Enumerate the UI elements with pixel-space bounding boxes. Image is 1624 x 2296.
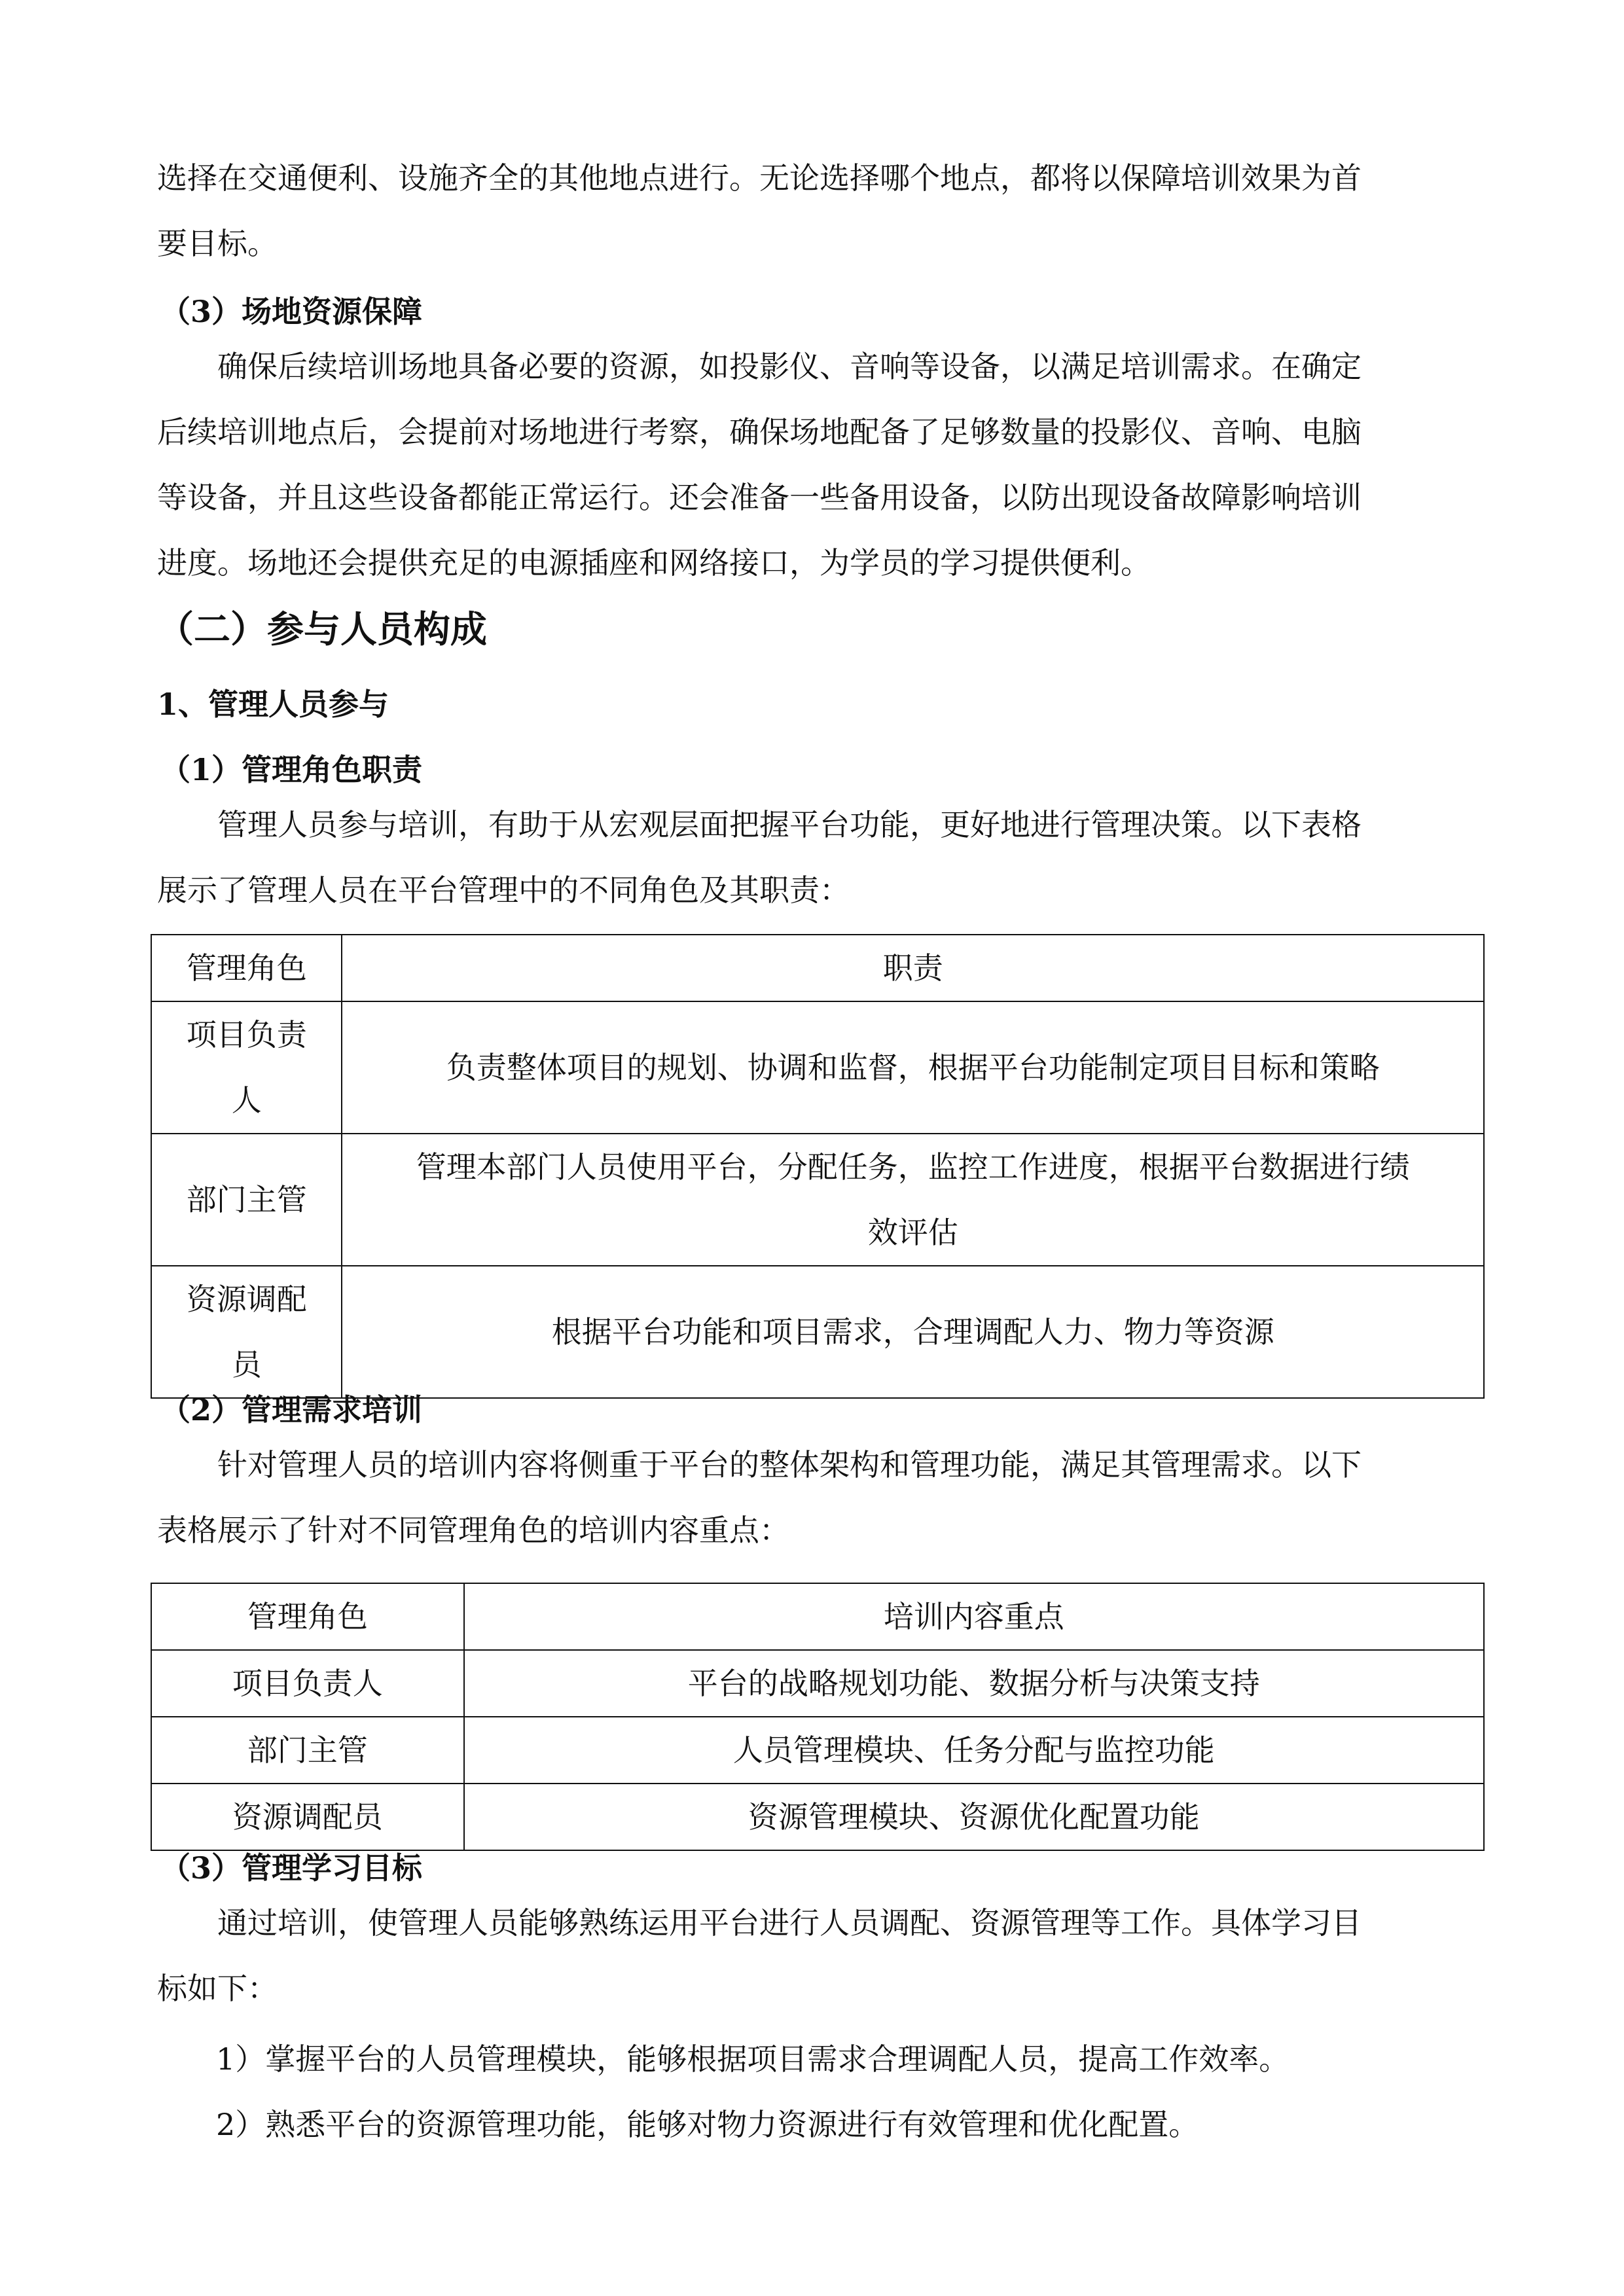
focus-cell: 资源管理模块、资源优化配置功能: [464, 1784, 1484, 1850]
table-row: [151, 1650, 1484, 1717]
cell-line: 项目负责: [186, 1017, 307, 1052]
subsection-heading: 1、管理人员参与: [157, 687, 389, 722]
list-item: 2）熟悉平台的资源管理功能，能够对物力资源进行有效管理和优化配置。: [216, 2107, 1199, 2142]
role-cell: 资源调配员: [151, 1784, 464, 1850]
duty-cell: [342, 1134, 1484, 1266]
paragraph-line: 展示了管理人员在平台管理中的不同角色及其职责：: [157, 872, 850, 908]
cell-line: 根据平台功能和项目需求，合理调配人力、物力等资源: [551, 1314, 1274, 1350]
paragraph-line: 标如下：: [157, 1971, 278, 2006]
table-header-cell: 管理角色: [151, 1583, 464, 1650]
cell-line: 部门主管: [186, 1182, 307, 1217]
table-header-cell: 职责: [342, 935, 1484, 1001]
role-cell: [151, 1001, 342, 1134]
goals-heading: （3）管理学习目标: [160, 1850, 423, 1886]
cell-line: 效评估: [867, 1215, 958, 1250]
role-cell: [151, 1266, 342, 1398]
role-cell: [151, 1134, 342, 1266]
table-header-row: [151, 1583, 1484, 1650]
roles-heading: （1）管理角色职责: [160, 752, 423, 787]
duty-cell: [342, 1001, 1484, 1134]
paragraph-line: 等设备，并且这些设备都能正常运行。还会准备一些备用设备，以防出现设备故障影响培训: [157, 480, 1362, 515]
section-3-paragraph: [157, 334, 1479, 596]
table-header-cell: 培训内容重点: [464, 1583, 1484, 1650]
paragraph-line: 确保后续培训场地具备必要的资源，如投影仪、音响等设备，以满足培训需求。在确定: [217, 349, 1362, 384]
goals-paragraph: [157, 1890, 1479, 2021]
table-row: [151, 1134, 1484, 1266]
table-row: [151, 1717, 1484, 1784]
list-item: 1）掌握平台的人员管理模块，能够根据项目需求合理调配人员，提高工作效率。: [216, 2041, 1290, 2077]
table-row: [151, 1784, 1484, 1850]
paragraph-line: 选择在交通便利、设施齐全的其他地点进行。无论选择哪个地点，都将以保障培训效果为首: [157, 160, 1362, 196]
cell-line: 人: [231, 1083, 262, 1118]
chapter-heading: （二）参与人员构成: [157, 608, 487, 651]
training-table: [151, 1583, 1485, 1851]
table-header-row: [151, 935, 1484, 1001]
paragraph-line: 要目标。: [157, 226, 278, 261]
table-row: [151, 1266, 1484, 1398]
focus-cell: 平台的战略规划功能、数据分析与决策支持: [464, 1650, 1484, 1717]
focus-cell: 人员管理模块、任务分配与监控功能: [464, 1717, 1484, 1784]
training-paragraph: [157, 1432, 1479, 1563]
section-3-heading: （3）场地资源保障: [160, 294, 423, 329]
cell-line: 负责整体项目的规划、协调和监督，根据平台功能制定项目目标和策略: [446, 1050, 1380, 1085]
cell-line: 管理本部门人员使用平台，分配任务，监控工作进度，根据平台数据进行绩: [416, 1149, 1410, 1185]
table-row: [151, 1001, 1484, 1134]
paragraph-line: 通过培训，使管理人员能够熟练运用平台进行人员调配、资源管理等工作。具体学习目: [217, 1905, 1362, 1941]
training-heading: （2）管理需求培训: [160, 1392, 423, 1427]
intro-paragraph: [157, 145, 1479, 276]
duty-cell: [342, 1266, 1484, 1398]
cell-line: 资源调配: [186, 1282, 307, 1317]
paragraph-line: 管理人员参与培训，有助于从宏观层面把握平台功能，更好地进行管理决策。以下表格: [217, 807, 1362, 842]
roles-table: [151, 934, 1485, 1399]
table-header-cell: 管理角色: [151, 935, 342, 1001]
paragraph-line: 进度。场地还会提供充足的电源插座和网络接口，为学员的学习提供便利。: [157, 545, 1151, 581]
role-cell: 部门主管: [151, 1717, 464, 1784]
paragraph-line: 后续培训地点后，会提前对场地进行考察，确保场地配备了足够数量的投影仪、音响、电脑: [157, 414, 1362, 450]
roles-paragraph: [157, 792, 1479, 923]
role-cell: 项目负责人: [151, 1650, 464, 1717]
paragraph-line: 针对管理人员的培训内容将侧重于平台的整体架构和管理功能，满足其管理需求。以下: [217, 1447, 1362, 1482]
paragraph-line: 表格展示了针对不同管理角色的培训内容重点：: [157, 1513, 789, 1548]
cell-line: 员: [231, 1347, 262, 1382]
